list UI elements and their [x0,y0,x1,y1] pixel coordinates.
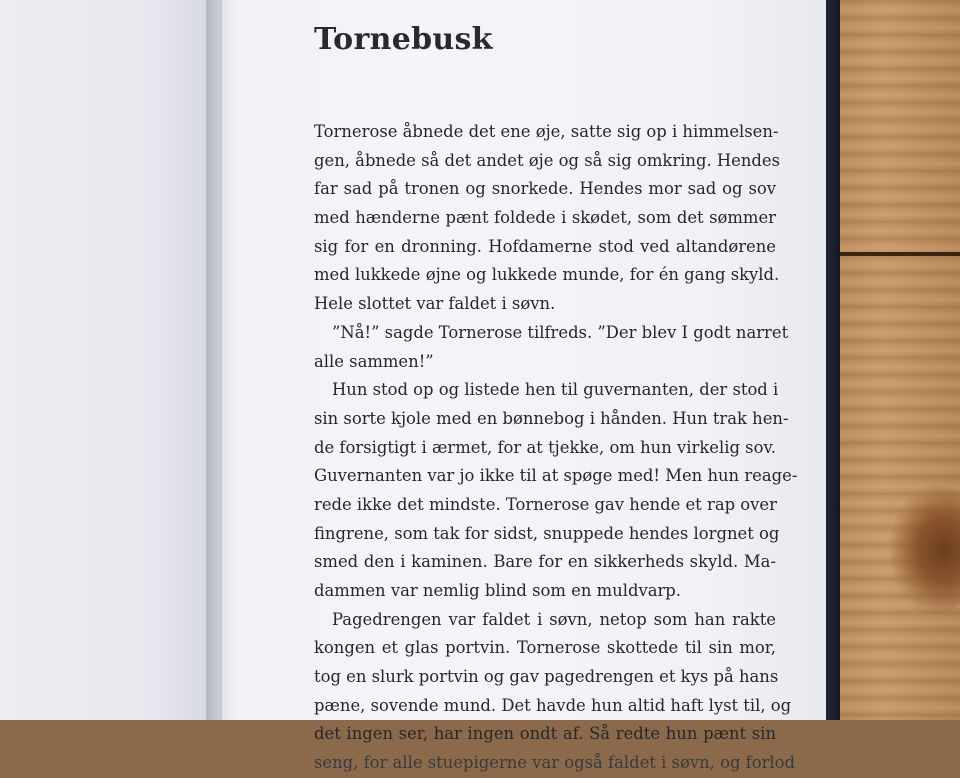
text-line: alle sammen!” [314,351,434,371]
text-line: Guvernanten var jo ikke til at spøge med! Men hun reage- [314,466,798,486]
chapter-body-text [314,118,798,778]
left-page [0,0,222,720]
text-line: gen, åbnede så det andet øje og så sig omkring. Hendes [314,150,781,170]
text-line: med lukkede øjne og lukkede munde, for én gang skyld. [314,265,780,285]
wood-plank-seam [830,252,960,256]
text-line: seng, for alle stuepigerne var også faldet i søvn, og forlod [314,753,796,773]
text-line: rede ikke det mindste. Tornerose gav hende et rap over [314,494,777,514]
text-line: Pagedrengen var faldet i søvn, netop som han rakte [332,609,776,629]
text-line: dammen var nemlig blind som en muldvarp. [314,581,682,600]
text-line: ”Nå!” sagde Tornerose tilfreds. ”Der blev I godt narret [332,322,789,342]
text-line: fingrene, som tak for sidst, snuppede hendes lorgnet og [314,523,780,543]
text-line: tog en slurk portvin og gav pagedrengen et kys på hans [314,667,779,687]
text-line: de forsigtigt i ærmet, for at tjekke, om hun virkelig sov. [314,437,776,457]
chapter-title: Tornebusk [314,22,493,57]
text-line: Tornerose åbnede det ene øje, satte sig op i himmelsen- [314,122,779,141]
text-line: pæne, sovende mund. Det havde hun altid haft lyst til, og [314,695,792,715]
text-line: kongen et glas portvin. Tornerose skottede til sin mor, [314,638,776,658]
text-line: det ingen ser, har ingen ondt af. Så redte hun pænt sin [314,724,776,744]
text-line: Hele slottet var faldet i søvn. [314,294,556,314]
text-line: far sad på tronen og snorkede. Hendes mor sad og sov [314,179,776,199]
book-spine-shadow [206,0,236,720]
text-line: med hænderne pænt foldede i skødet, som det sømmer [314,208,776,228]
text-line: Hun stod op og listede hen til guvernanten, der stod i [332,380,779,400]
text-line: sin sorte kjole med en bønnebog i hånden. Hun trak hen- [314,408,789,428]
text-line: sig for en dronning. Hofdamerne stod ved altandørene [314,236,776,256]
text-line: smed den i kaminen. Bare for en sikkerheds skyld. Ma- [314,552,776,572]
